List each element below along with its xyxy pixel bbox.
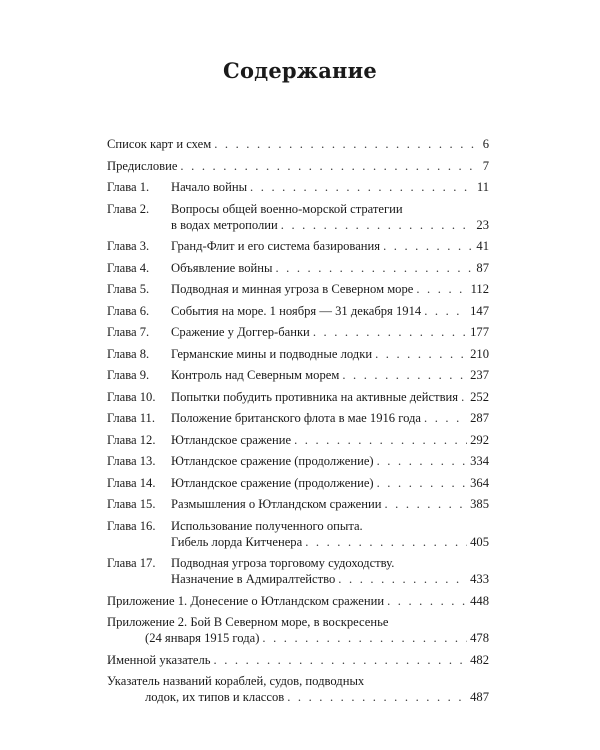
chapter-number: Глава 5. bbox=[107, 282, 150, 296]
dot-leader bbox=[313, 324, 467, 340]
toc-entry[interactable] bbox=[107, 201, 489, 233]
toc-entry[interactable] bbox=[107, 179, 489, 195]
entry-title: лодок, их типов и классов bbox=[145, 690, 285, 704]
dot-leader bbox=[461, 389, 467, 405]
toc-entry[interactable] bbox=[107, 346, 489, 362]
page-number: 87 bbox=[476, 260, 489, 275]
dot-leader bbox=[294, 432, 467, 448]
toc-entry[interactable] bbox=[107, 475, 489, 491]
page-number: 6 bbox=[482, 137, 489, 151]
page-number: 478 bbox=[470, 631, 489, 645]
entry-title: Объявление войны bbox=[171, 260, 273, 275]
entry-title: Назначение в Адмиралтейство bbox=[171, 572, 336, 586]
chapter-number: Глава 2. bbox=[107, 201, 150, 216]
entry-title: Сражение у Доггер-банки bbox=[171, 325, 310, 339]
entry-title: Контроль над Северным морем bbox=[171, 368, 340, 382]
page-number: 177 bbox=[470, 325, 489, 339]
dot-leader bbox=[180, 158, 479, 174]
entry-title: Приложение 2. Бой В Северном море, в воскресенье bbox=[107, 615, 389, 629]
toc-entry[interactable] bbox=[107, 453, 489, 469]
chapter-number: Глава 12. bbox=[107, 432, 156, 447]
page-number: 252 bbox=[470, 389, 489, 404]
chapter-number: Глава 13. bbox=[107, 454, 156, 468]
entry-title: (24 января 1915 года) bbox=[145, 631, 260, 645]
toc-entry[interactable] bbox=[107, 324, 489, 340]
entry-title: Подводная и минная угроза в Северном море bbox=[171, 282, 414, 296]
toc-entry[interactable] bbox=[107, 555, 489, 587]
dot-leader bbox=[305, 534, 467, 550]
chapter-number: Глава 11. bbox=[107, 411, 156, 425]
toc-entry[interactable] bbox=[107, 158, 489, 174]
page-number: 292 bbox=[470, 432, 489, 447]
page-number: 405 bbox=[470, 534, 489, 549]
page-number: 237 bbox=[470, 368, 489, 382]
page-title: Содержание bbox=[223, 58, 377, 83]
dot-leader bbox=[424, 410, 467, 426]
entry-title: Размышления о Ютландском сражении bbox=[171, 497, 382, 511]
dot-leader bbox=[262, 630, 467, 646]
toc-entry[interactable] bbox=[107, 238, 489, 254]
dot-leader bbox=[338, 571, 467, 587]
chapter-number: Глава 14. bbox=[107, 475, 156, 490]
entry-title: Приложение 1. Донесение о Ютландском сражении bbox=[107, 593, 385, 608]
page-number: 487 bbox=[470, 690, 489, 704]
page-number: 433 bbox=[470, 572, 489, 586]
toc-entry[interactable] bbox=[107, 614, 489, 646]
entry-title: Ютландское сражение bbox=[171, 432, 292, 447]
chapter-number: Глава 4. bbox=[107, 260, 150, 275]
chapter-number: Глава 1. bbox=[107, 180, 150, 194]
dot-leader bbox=[250, 179, 474, 195]
toc-entry[interactable] bbox=[107, 593, 489, 609]
page-number: 210 bbox=[470, 346, 489, 361]
page-number: 482 bbox=[470, 652, 489, 667]
dot-leader bbox=[375, 346, 467, 362]
entry-title: Список карт и схем bbox=[107, 137, 212, 151]
entry-title: Ютландское сражение (продолжение) bbox=[171, 454, 374, 468]
dot-leader bbox=[214, 136, 480, 152]
dot-leader bbox=[377, 453, 468, 469]
toc-entry[interactable] bbox=[107, 652, 489, 668]
page-number: 7 bbox=[482, 158, 489, 173]
dot-leader bbox=[416, 281, 467, 297]
dot-leader bbox=[384, 496, 467, 512]
page-number: 11 bbox=[476, 180, 489, 194]
toc-entry[interactable] bbox=[107, 260, 489, 276]
chapter-number: Глава 7. bbox=[107, 325, 150, 339]
dot-leader bbox=[275, 260, 473, 276]
page-number: 41 bbox=[476, 239, 489, 253]
entry-title: Положение британского флота в мае 1916 года bbox=[171, 411, 422, 425]
dot-leader bbox=[377, 475, 468, 491]
chapter-number: Глава 15. bbox=[107, 497, 156, 511]
toc-entry[interactable] bbox=[107, 389, 489, 405]
entry-title: Указатель названий кораблей, судов, подводных bbox=[107, 674, 365, 688]
toc-entry[interactable] bbox=[107, 281, 489, 297]
entry-title: Именной указатель bbox=[107, 652, 211, 667]
page-number: 287 bbox=[470, 411, 489, 425]
dot-leader bbox=[214, 652, 468, 668]
toc-entry[interactable] bbox=[107, 518, 489, 550]
entry-title: Вопросы общей военно-морской стратегии bbox=[171, 201, 403, 216]
dot-leader bbox=[387, 593, 467, 609]
page-number: 334 bbox=[470, 454, 489, 468]
entry-title: Использование полученного опыта. bbox=[171, 518, 363, 533]
entry-title: Попытки побудить противника на активные действия bbox=[171, 389, 459, 404]
page-number: 23 bbox=[476, 217, 489, 232]
dot-leader bbox=[287, 689, 467, 705]
chapter-number: Глава 3. bbox=[107, 239, 150, 253]
toc-entry[interactable] bbox=[107, 367, 489, 383]
dot-leader bbox=[424, 303, 467, 319]
chapter-number: Глава 6. bbox=[107, 303, 150, 318]
toc-entry[interactable] bbox=[107, 410, 489, 426]
entry-title: Подводная угроза торговому судоходству. bbox=[171, 556, 395, 570]
page-number: 385 bbox=[470, 497, 489, 511]
page-number: 147 bbox=[470, 303, 489, 318]
chapter-number: Глава 9. bbox=[107, 368, 150, 382]
entry-title: Гибель лорда Китченера bbox=[171, 534, 303, 549]
dot-leader bbox=[383, 238, 473, 254]
toc-entry[interactable] bbox=[107, 432, 489, 448]
dot-leader bbox=[281, 217, 474, 233]
chapter-number: Глава 10. bbox=[107, 389, 156, 404]
entry-title: Начало войны bbox=[171, 180, 248, 194]
entry-title: События на море. 1 ноября — 31 декабря 1914 bbox=[171, 303, 422, 318]
chapter-number: Глава 16. bbox=[107, 518, 156, 533]
page-number: 364 bbox=[470, 475, 489, 490]
page-number: 448 bbox=[470, 593, 489, 608]
page-number: 112 bbox=[470, 282, 489, 296]
toc-entry[interactable] bbox=[107, 303, 489, 319]
entry-title: Ютландское сражение (продолжение) bbox=[171, 475, 374, 490]
entry-title: Германские мины и подводные лодки bbox=[171, 346, 373, 361]
dot-leader bbox=[342, 367, 467, 383]
entry-title: в водах метрополии bbox=[171, 217, 278, 232]
toc-entry[interactable] bbox=[107, 673, 489, 705]
entry-title: Гранд-Флит и его система базирования bbox=[171, 239, 381, 253]
entry-title: Предисловие bbox=[107, 158, 178, 173]
chapter-number: Глава 17. bbox=[107, 556, 156, 570]
toc-entry[interactable] bbox=[107, 136, 489, 152]
chapter-number: Глава 8. bbox=[107, 346, 150, 361]
toc-entry[interactable] bbox=[107, 496, 489, 512]
